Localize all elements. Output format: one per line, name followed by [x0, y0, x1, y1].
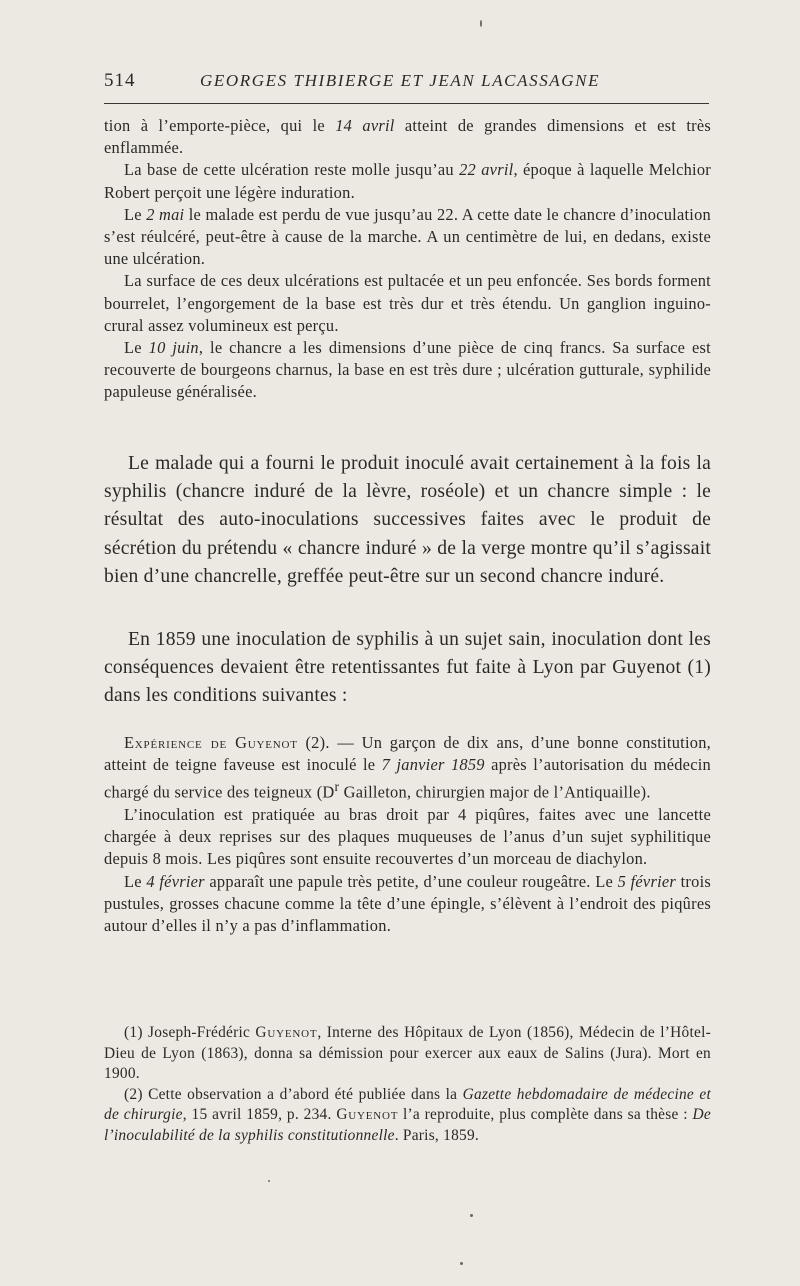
case-paragraph-3: Le 2 mai le malade est perdu de vue jusqu’au 22. A cette date le chancre d’inoculation s’est réulcéré, peut-être à cause de la marche. A un centimètre de lui, en dedans, existe une ulcération.	[104, 204, 711, 269]
date-text: 14 avril	[335, 116, 395, 135]
case-continuation	[104, 115, 711, 404]
body-paragraph-2: En 1859 une inoculation de syphilis à un sujet sain, inoculation dont les conséquences devaient être retentissantes fut faite à Lyon par Guyenot (1) dans les conditions suivantes :	[104, 629, 711, 707]
paper-speck	[480, 20, 482, 27]
footnote-2: (2) Cette observation a d’abord été publiée dans la Gazette hebdomadaire de médecine et de chirurgie, 15 avril 1859, p. 234. Guyenot l’a reproduite, plus complète dans sa thèse : De l’inoculabilité de la syphilis constitutionnelle. Paris, 1859.	[104, 1085, 711, 1144]
paper-speck	[470, 1214, 473, 1217]
case-paragraph-5: Le 10 juin, le chancre a les dimensions d’une pièce de cinq francs. Sa surface est recouverte de bourgeons charnus, la base en est très dure ; ulcération gutturale, syphilide papuleuse généralisée.	[104, 338, 711, 402]
page-number: 514	[104, 70, 136, 91]
body-paragraph-1: Le malade qui a fourni le produit inoculé avait certainement à la fois la syphilis (chancre induré de la lèvre, roséole) et un chancre simple : le résultat des auto-inoculations successives faites avec le produit de sécrétion du prétendu « chancre induré » de la verge montre qu’il s’agissait bien d’une chancrelle, greffée peut-être sur un second chancre induré.	[104, 453, 711, 587]
date-text: 4 février	[146, 871, 205, 891]
paper-speck	[460, 1262, 463, 1265]
experiment-paragraph-1: Expérience de Guyenot (2). — Un garçon de dix ans, d’une bonne constitution, atteint de teigne faveuse est inoculé le 7 janvier 1859 après l’autorisation du médecin chargé du service des teigneux ($D^r$ Gailleton, chirurgien major de l’Antiquaille).	[104, 733, 711, 802]
case-paragraph-2: La base de cette ulcération reste molle jusqu’au 22 avril, époque à laquelle Melchior Robert perçoit une légère induration.	[104, 160, 711, 202]
date-text: 10 juin	[148, 338, 199, 358]
experiment-section	[104, 732, 711, 937]
running-title: GEORGES THIBIERGE ET JEAN LACASSAGNE	[200, 71, 601, 90]
experiment-paragraph-2: L’inoculation est pratiquée au bras droit par 4 piqûres, faites avec une lancette chargée à deux reprises sur des plaques muqueuses de l’anus d’un sujet syphilitique depuis 8 mois. Les piqûres sont ensuite recouvertes d’un morceau de diachylon.	[104, 805, 711, 869]
date-text: 7 janvier 1859	[381, 755, 485, 775]
date-text: 5 février	[617, 871, 677, 891]
header-rule	[104, 103, 709, 104]
experiment-heading: Expérience de Guyenot	[124, 733, 298, 752]
footnotes	[104, 1023, 711, 1147]
paper-speck	[268, 1180, 270, 1182]
footnote-1: (1) Joseph-Frédéric Guyenot, Interne des Hôpitaux de Lyon (1856), Médecin de l’Hôtel-Dieu de Lyon (1863), donna sa démission pour exercer aux eaux de Salins (Jura). Mort en 1900.	[104, 1024, 712, 1083]
case-paragraph-4: La surface de ces deux ulcérations est pultacée et un peu enfoncée. Ses bords forment bourrelet, l’engorgement de la base est très dur et très étendu. Un ganglion inguino-crural assez volumineux est perçu.	[104, 271, 711, 335]
experiment-paragraph-3: Le 4 février apparaît une papule très petite, d’une couleur rougeâtre. Le 5 février trois pustules, grosses chacune comme la tête d’une épingle, s’élèvent à l’endroit des piqûres autour d’elles il n’y a pas d’inflammation.	[104, 871, 712, 936]
case-paragraph-1: tion à l’emporte-pièce, qui le 14 avril atteint de grandes dimensions et est très enflammée.	[104, 116, 711, 158]
date-text: 22 avril	[459, 160, 514, 180]
date-text: 2 mai	[146, 204, 185, 224]
page-header	[104, 70, 709, 96]
